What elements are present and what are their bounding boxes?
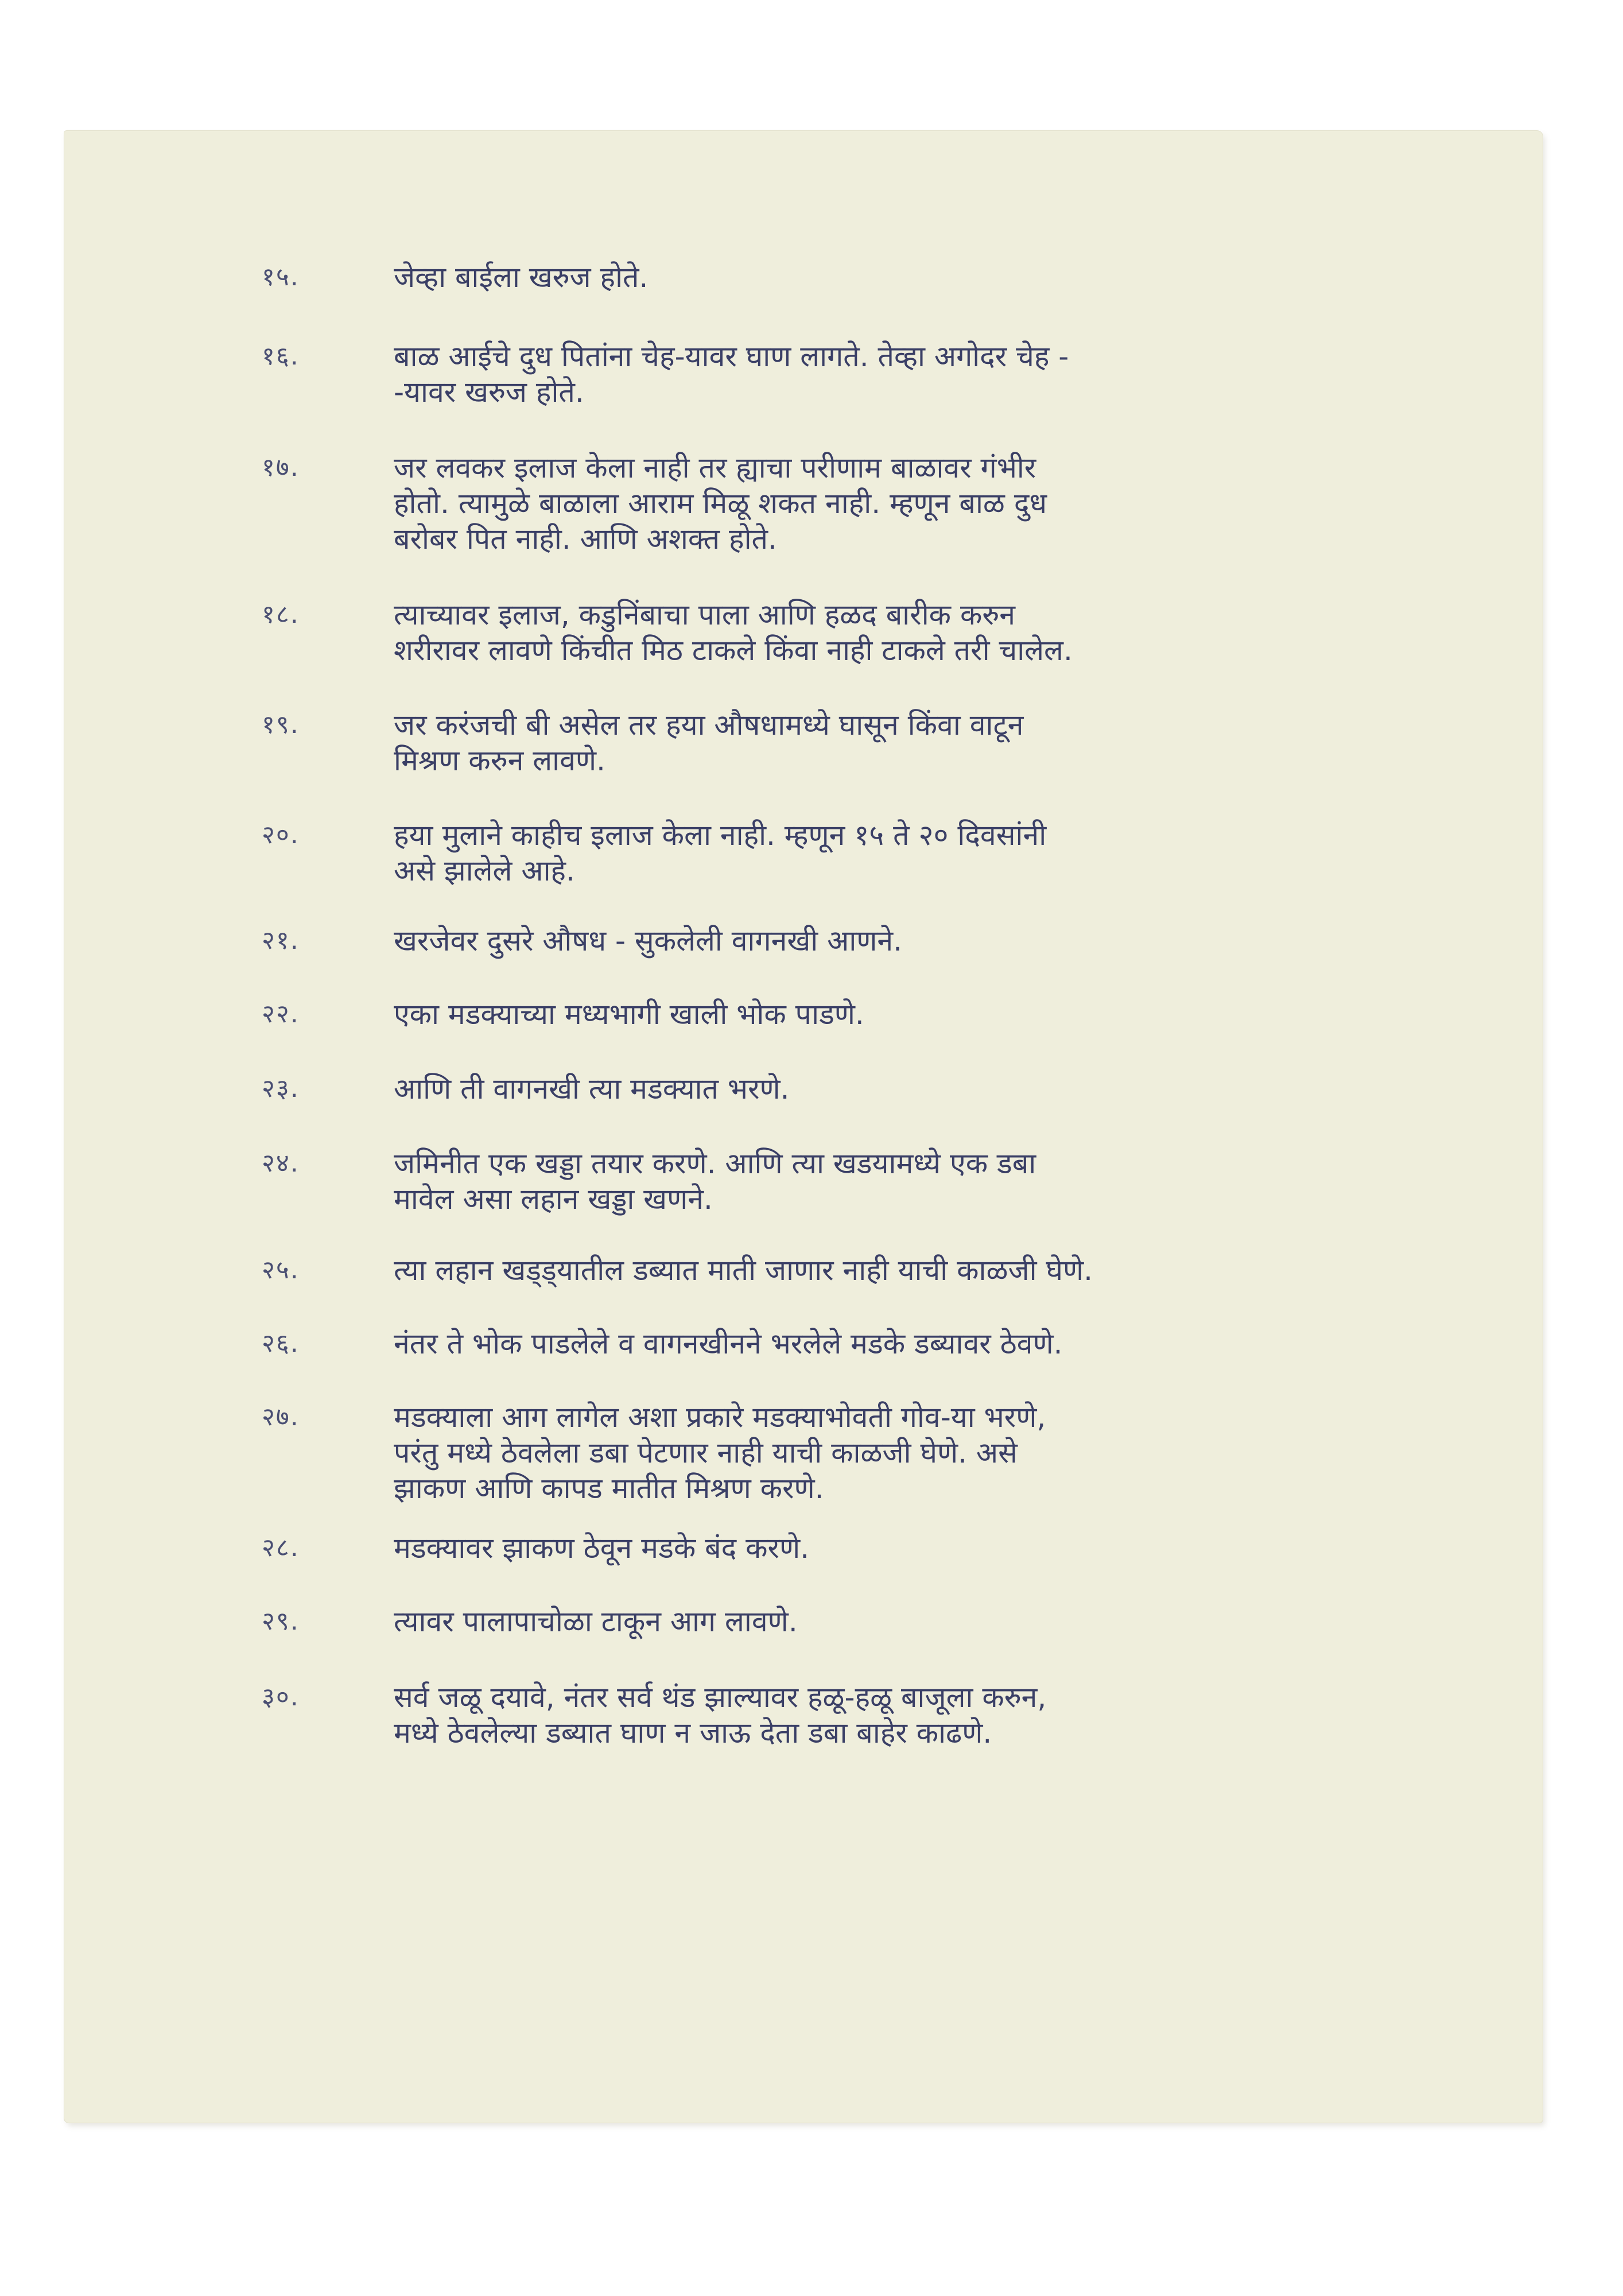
text-line: जमिनीत एक खड्डा तयार करणे. आणि त्या खडयामध्ये एक डबा (394, 1147, 1036, 1180)
item-number: २१. (262, 926, 300, 955)
item-text (394, 1252, 1461, 1288)
item-text (394, 1326, 1461, 1362)
item-number: १५. (262, 262, 300, 292)
item-text (394, 1604, 1461, 1639)
item-number: २९. (262, 1607, 300, 1636)
text-line: एका मडक्याच्या मध्यभागी खाली भोक पाडणे. (394, 998, 864, 1031)
item-text (394, 450, 1461, 557)
item-number: १८. (262, 600, 300, 629)
text-line: मिश्रण करुन लावणे. (394, 744, 605, 777)
item-text (394, 339, 1461, 410)
item-number: १६. (262, 342, 300, 371)
text-line: बरोबर पित नाही. आणि अशक्त होते. (394, 522, 777, 556)
item-number: २३. (262, 1074, 300, 1103)
item-number: २७. (262, 1402, 300, 1432)
text-line: जर करंजची बी असेल तर हया औषधामध्ये घासून किंवा वाटून (394, 708, 1024, 742)
item-number: १९. (262, 710, 300, 739)
text-line: -यावर खरुज होते. (394, 375, 584, 409)
item-number: २६. (262, 1329, 300, 1358)
text-line: बाळ आईचे दुध पितांना चेह-यावर घाण लागते. तेव्हा अगोदर चेह - (394, 340, 1069, 373)
item-text (394, 707, 1461, 778)
text-line: नंतर ते भोक पाडलेले व वागनखीनने भरलेले मडके डब्यावर ठेवणे. (394, 1327, 1063, 1360)
item-number: २०. (262, 820, 300, 850)
text-line: त्यावर पालापाचोळा टाकून आग लावणे. (394, 1605, 798, 1638)
text-line: मध्ये ठेवलेल्या डब्यात घाण न जाऊ देता डबा बाहेर काढणे. (394, 1716, 992, 1750)
item-text (394, 1399, 1461, 1506)
item-number: १७. (262, 453, 300, 482)
item-number: २५. (262, 1255, 300, 1285)
text-line: खरजेवर दुसरे औषध - सुकलेली वागनखी आणने. (394, 924, 903, 957)
item-text (394, 996, 1461, 1032)
text-line: झाकण आणि कापड मातीत मिश्रण करणे. (394, 1472, 824, 1505)
item-text (394, 1680, 1461, 1751)
item-number: २८. (262, 1533, 300, 1562)
text-line: शरीरावर लावणे किंचीत मिठ टाकले किंवा नाही टाकले तरी चालेल. (394, 634, 1073, 667)
text-line: त्या लहान खड्ड्यातील डब्यात माती जाणार नाही याची काळजी घेणे. (394, 1254, 1093, 1287)
item-text (394, 597, 1461, 668)
text-line: जेव्हा बाईला खरुज होते. (394, 261, 649, 294)
text-line: सर्व जळू दयावे, नंतर सर्व थंड झाल्यावर हळू-हळू बाजूला करुन, (394, 1681, 1047, 1714)
text-line: मडक्याला आग लागेल अशा प्रकारे मडक्याभोवती गोव-या भरणे, (394, 1401, 1046, 1434)
text-line: मडक्यावर झाकण ठेवून मडके बंद करणे. (394, 1531, 810, 1565)
item-text (394, 1071, 1461, 1107)
item-number: २४. (262, 1149, 300, 1178)
item-number: २२. (262, 999, 300, 1029)
text-line: परंतु मध्ये ठेवलेला डबा पेटणार नाही याची काळजी घेणे. असे (394, 1436, 1018, 1469)
text-line: असे झालेले आहे. (394, 854, 575, 887)
text-line: मावेल असा लहान खड्डा खणने. (394, 1182, 713, 1216)
item-text (394, 259, 1461, 295)
text-line: होतो. त्यामुळे बाळाला आराम मिळू शकत नाही. म्हणून बाळ दुध (394, 487, 1047, 520)
item-number: ३०. (262, 1682, 300, 1712)
item-text (394, 817, 1461, 889)
text-line: जर लवकर इलाज केला नाही तर ह्याचा परीणाम बाळावर गंभीर (394, 451, 1036, 484)
item-text (394, 923, 1461, 959)
text-line: हया मुलाने काहीच इलाज केला नाही. म्हणून १५ ते २० दिवसांनी (394, 819, 1047, 852)
text-line: त्याच्यावर इलाज, कडुनिंबाचा पाला आणि हळद बारीक करुन (394, 598, 1015, 631)
item-text (394, 1530, 1461, 1566)
item-text (394, 1146, 1461, 1217)
document-page (64, 131, 1543, 2123)
text-line: आणि ती वागनखी त्या मडक्यात भरणे. (394, 1072, 790, 1106)
